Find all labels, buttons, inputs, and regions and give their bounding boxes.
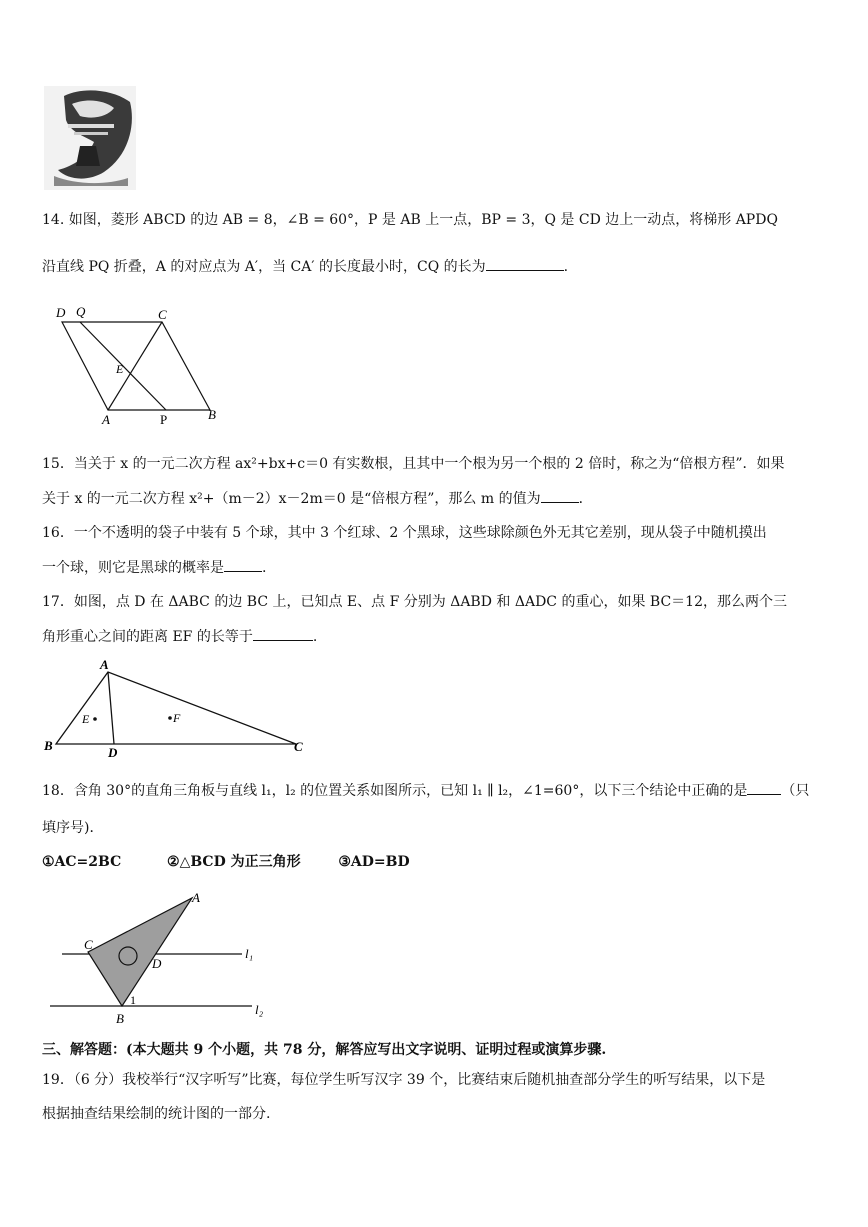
label-angle-1: 1 [130, 993, 136, 1007]
label-q: Q [76, 304, 86, 319]
q17-line2-text: 角形重心之间的距离 EF 的长等于 [42, 629, 253, 645]
q14-figure [50, 300, 230, 425]
q17-figure [38, 656, 313, 761]
q18-option-2: ②△BCD 为正三角形 [167, 854, 301, 870]
q15-line2-text: 关于 x 的一元二次方程 x²+（m－2）x－2m＝0 是“倍根方程”，那么 m 的值为 [42, 491, 541, 507]
label-b: B [44, 738, 53, 753]
q18-answer-blank[interactable] [747, 780, 781, 795]
q15-line2-end: ． [578, 491, 593, 507]
label-c: C [84, 937, 93, 952]
q16-line2-text: 一个球，则它是黑球的概率是 [42, 560, 224, 576]
q14-line2-end: . [563, 259, 569, 275]
triangle-abc [56, 672, 296, 744]
q19-line1: 19．（6 分）我校举行“汉字听写”比赛，每位学生听写汉字 39 个，比赛结束后随机抽查部分学生的听写结果，以下是 [42, 1072, 766, 1088]
q17-line2-end: . [312, 629, 318, 645]
q18-line2: 填序号)． [42, 820, 104, 836]
point-f [168, 716, 172, 720]
q16-line1: 16．一个不透明的袋子中装有 5 个球，其中 3 个红球、2 个黑球，这些球除颜色外无其它差别，现从袋子中随机摸出 [42, 525, 767, 541]
label-e: E [82, 712, 90, 726]
q14-line1: 14. 如图，菱形 ABCD 的边 AB = 8，∠B = 60°，P 是 AB 上一点，BP = 3，Q 是 CD 边上一动点，将梯形 APDQ [42, 212, 778, 228]
triangle-plate [88, 898, 192, 1006]
label-b: B [116, 1011, 124, 1026]
segment-ad [108, 672, 114, 744]
q18-line1-text: 18．含角 30°的直角三角板与直线 l₁，l₂ 的位置关系如图所示，已知 l₁ ∥ l₂，∠1=60°，以下三个结论中正确的是 [42, 783, 748, 799]
label-a: A [192, 890, 200, 905]
q17-answer-blank[interactable] [253, 626, 313, 641]
section-3-title: 三、解答题：(本大题共 9 个小题，共 78 分，解答应写出文字说明、证明过程或演算步骤. [42, 1042, 607, 1058]
label-f: F [173, 711, 181, 725]
q18-figure [46, 888, 276, 1028]
label-c: C [158, 307, 167, 322]
q16-line2 [42, 557, 266, 578]
q15-line2 [42, 488, 593, 509]
rhombus-abcd [62, 322, 210, 410]
q18-options [42, 852, 410, 872]
q18-line1-end: （只 [781, 783, 810, 799]
q17-line1: 17．如图，点 D 在 ΔABC 的边 BC 上，已知点 E、点 F 分别为 ΔABD 和 ΔADC 的重心，如果 BC＝12，那么两个三 [42, 594, 787, 610]
label-l1: l₁ [245, 946, 254, 961]
q19-line2: 根据抽查结果绘制的统计图的一部分. [42, 1106, 271, 1122]
q14-answer-blank[interactable] [486, 256, 564, 271]
q17-line2 [42, 626, 317, 647]
label-b: B [208, 407, 216, 422]
label-c: C [294, 739, 303, 754]
q14-line2 [42, 256, 568, 277]
label-d: D [152, 956, 162, 971]
label-a: A [102, 412, 110, 425]
q16-line2-end: . [262, 560, 267, 576]
q18-option-1: ①AC=2BC [42, 854, 122, 870]
label-d: D [56, 305, 66, 320]
q15-line1: 15．当关于 x 的一元二次方程 ax²+bx+c＝0 有实数根，且其中一个根为另一个根的 2 倍时，称之为“倍根方程”．如果 [42, 456, 785, 472]
label-p: P [160, 412, 168, 425]
q18-line1 [42, 780, 809, 801]
label-a: A [100, 657, 109, 672]
q16-answer-blank[interactable] [224, 557, 262, 572]
point-e [93, 717, 97, 721]
q14-line2-text: 沿直线 PQ 折叠，A 的对应点为 A′，当 CA′ 的长度最小时，CQ 的长为 [42, 259, 486, 275]
q18-option-3: ③AD=BD [338, 854, 410, 870]
label-l2: l₂ [255, 1002, 264, 1017]
decorative-image [44, 86, 136, 190]
q15-answer-blank[interactable] [541, 488, 579, 503]
label-e: E [116, 362, 124, 376]
label-d: D [108, 745, 118, 760]
